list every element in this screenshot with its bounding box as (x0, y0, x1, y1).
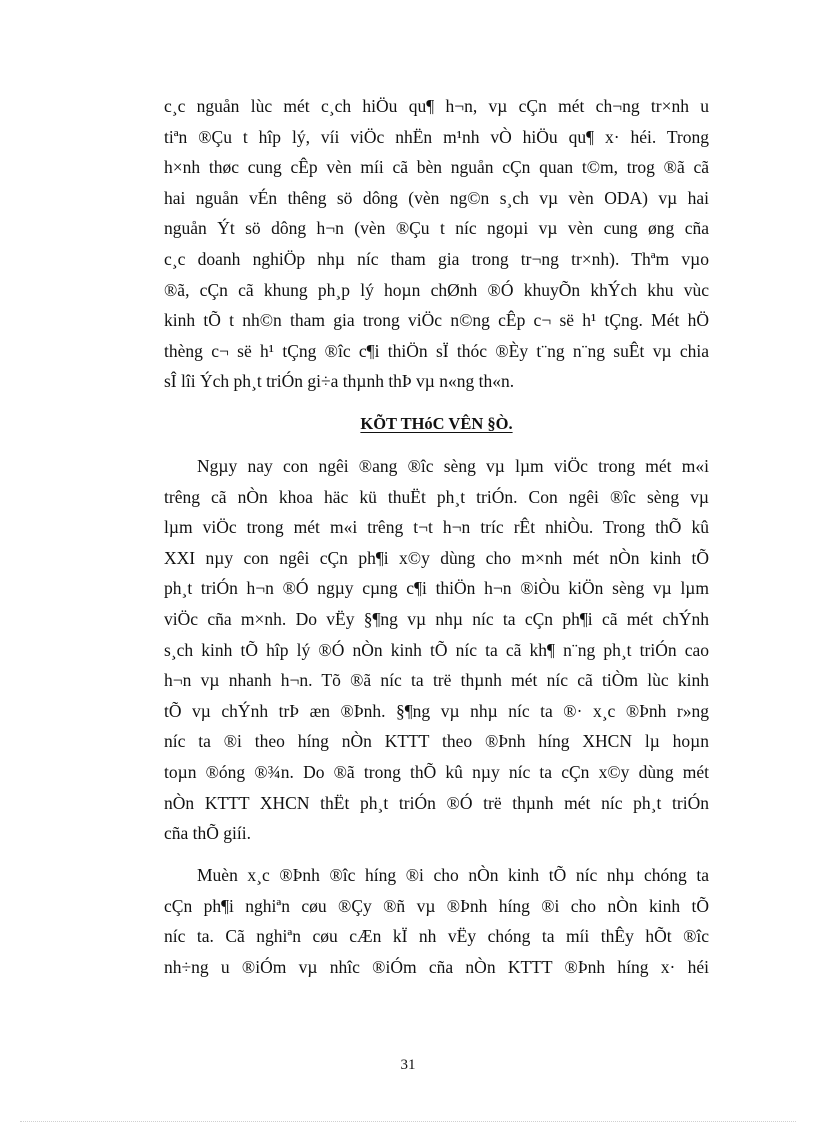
text-line: ®ã, cÇn cã khung ph¸p lý hoµn chØnh ®Ó khuyÕn khÝch khu vùc (164, 279, 709, 300)
text-line: lµm viÖc trong mét m«i trêng t¬t h¬n tríc rÊt nhiÒu. Trong thÕ kû (164, 517, 709, 538)
text-line: níc ta ®i theo híng nÒn KTTT theo ®Þnh híng XHCN lµ hoµn (164, 731, 709, 752)
text-line: ph¸t triÓn h¬n ®Ó ngµy cµng c¶i thiÖn h¬n ®iÒu kiÖn sèng vµ lµm (164, 578, 709, 599)
paragraph-3 (164, 860, 709, 982)
text-line: sÎ lîi Ých ph¸t triÓn gi÷a thµnh thÞ vµ n«ng th«n. (164, 371, 515, 392)
text-line: nguån Ýt sö dông h¬n (vèn ®Çu t níc ngoµi vµ vèn cung øng cña (164, 218, 709, 239)
text-line: viÖc cña m×nh. Do vËy §¶ng vµ nhµ níc ta cÇn ph¶i cã mét chÝnh (164, 608, 709, 629)
text-line: hai nguån vÉn thêng sö dông (vèn ng©n s¸ch vµ vèn ODA) vµ hai (164, 187, 709, 208)
text-line: Muèn x¸c ®Þnh ®îc híng ®i cho nÒn kinh tÕ níc nhµ chóng ta (197, 865, 709, 885)
text-line: h¬n vµ nhanh h¬n. Tõ ®ã níc ta trë thµnh mét níc cã tiÒm lùc kinh (164, 670, 709, 691)
text-line: kinh tÕ t nh©n tham gia trong viÖc n©ng cÊp c¬ së h¹ tÇng. Mét hÖ (164, 310, 709, 331)
text-line: c¸c doanh nghiÖp nhµ níc tham gia trong tr¬ng tr×nh). Thªm vµo (164, 248, 709, 269)
page-number: 31 (400, 1057, 416, 1073)
text-line: XXI nµy con ngêi cÇn ph¶i x©y dùng cho m×nh mét nÒn kinh tÕ (164, 547, 709, 568)
section-heading (164, 411, 709, 437)
text-line: toµn ®óng ®¾n. Do ®ã trong thÕ kû nµy níc ta cÇn x©y dùng mét (164, 761, 709, 782)
text-line: tiªn ®Çu t hîp lý, víi viÖc nhËn m¹nh vÒ hiÖu qu¶ x· héi. Trong (164, 126, 709, 147)
text-line: níc ta. Cã nghiªn cøu cÆn kÏ nh vËy chóng ta míi thÊy hÕt ®îc (164, 926, 709, 947)
text-line: cña thÕ giíi. (164, 823, 251, 844)
text-line: trêng cã nÒn khoa häc kü thuËt ph¸t triÓn. Con ngêi ®îc sèng vµ (164, 486, 709, 507)
text-line: Ngµy nay con ngêi ®ang ®îc sèng vµ lµm viÖc trong mét m«i (197, 456, 709, 476)
text-line: nÒn KTTT XHCN thËt ph¸t triÓn ®Ó trë thµnh mét níc ph¸t triÓn (164, 792, 709, 813)
paragraph-1 (164, 91, 709, 397)
text-line: c¸c nguån lùc mét c¸ch hiÖu qu¶ h¬n, vµ cÇn mét ch¬ng tr×nh u (164, 96, 709, 116)
text-line: tÕ vµ chÝnh trÞ æn ®Þnh. §¶ng vµ nhµ níc ta ®· x¸c ®Þnh r»ng (164, 700, 709, 721)
text-line: h×nh thøc cung cÊp vèn míi cã bèn nguån cÇn quan t©m, trog ®ã cã (164, 157, 709, 178)
text-line: s¸ch kinh tÕ hîp lý ®Ó nÒn kinh tÕ níc ta cã kh¶ n¨ng ph¸t triÓn cao (164, 639, 709, 660)
text-line: cÇn ph¶i nghiªn cøu ®Çy ®ñ vµ ®Þnh híng ®i cho nÒn kinh tÕ (164, 895, 709, 916)
text-line: nh÷ng u ®iÓm vµ nhîc ®iÓm cña nÒn KTTT ®Þnh híng x· héi (164, 956, 709, 977)
paragraph-2 (164, 451, 709, 849)
section-heading-text: KÕT THóC VÊN §Ò. (360, 414, 513, 433)
page-bottom-divider (20, 1121, 796, 1122)
text-line: thèng c¬ së h¹ tÇng ®îc c¶i thiÖn sÏ thóc ®Èy t¨ng n¨ng suÊt vµ chia (164, 340, 709, 361)
